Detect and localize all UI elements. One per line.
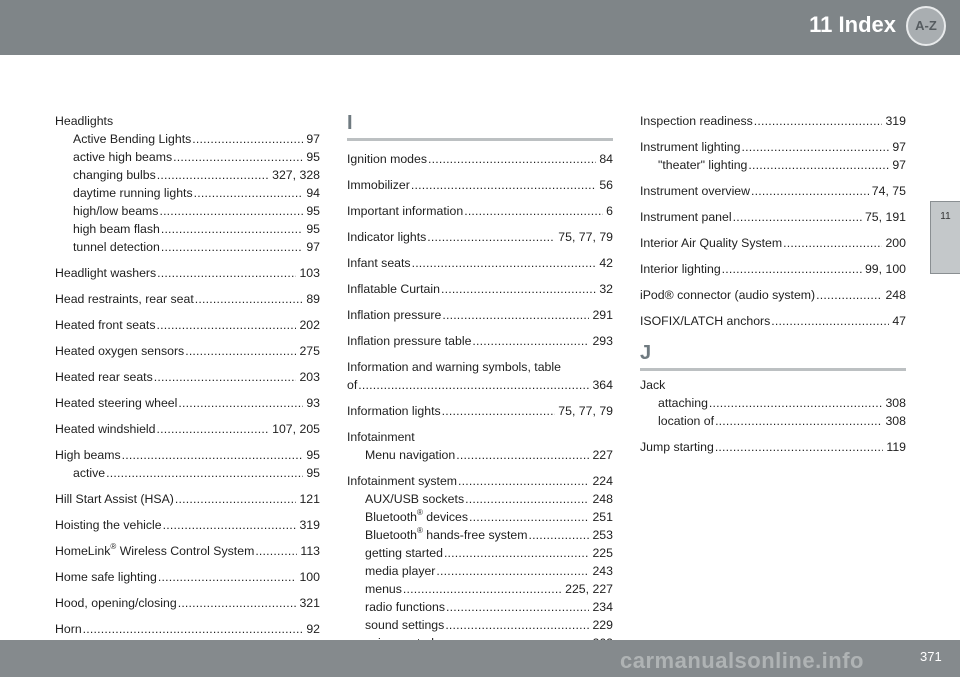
index-entry: Instrument overview ..... 74, 75 (640, 182, 906, 200)
index-entry: Interior lighting ..... 99, 100 (640, 260, 906, 278)
index-column-i-cont (640, 112, 906, 330)
section-letter: I (347, 112, 353, 134)
index-entry: ISOFIX/LATCH anchors ..... 47 (640, 312, 906, 330)
index-subentry: media player ..... 243 (347, 562, 613, 580)
index-subentry: Menu navigation ..... 227 (347, 446, 613, 464)
index-heading: Headlights (55, 114, 114, 128)
index-az-icon: A-Z (906, 6, 946, 46)
index-entry: Head restraints, rear seat ..... 89 (55, 290, 320, 308)
index-entry: Infant seats ..... 42 (347, 254, 613, 272)
index-entry: Infotainment system ..... 224 (347, 472, 613, 490)
index-entry: Information lights ..... 75, 77, 79 (347, 402, 613, 420)
index-column-j (640, 376, 906, 456)
page-title: 11 Index (809, 12, 896, 37)
index-entry: Indicator lights ..... 75, 77, 79 (347, 228, 613, 246)
page-number: 371 (920, 649, 942, 664)
section-divider (640, 368, 906, 371)
index-heading: Infotainment (347, 430, 415, 444)
index-subentry: menus ..... 225, 227 (347, 580, 613, 598)
index-entry: Important information ..... 6 (347, 202, 613, 220)
index-entry: Heated oxygen sensors ..... 275 (55, 342, 320, 360)
section-letter: J (640, 342, 652, 364)
index-entry: iPod® connector (audio system) ..... 248 (640, 286, 906, 304)
section-divider (347, 138, 613, 141)
index-column-h (55, 112, 320, 638)
index-entry: Home safe lighting ..... 100 (55, 568, 320, 586)
page-header (0, 0, 960, 55)
index-subentry: active ..... 95 (55, 464, 320, 482)
chapter-tab[interactable] (930, 201, 960, 274)
index-entry: Horn ..... 92 (55, 620, 320, 638)
index-entry: Ignition modes ..... 84 (347, 150, 613, 168)
index-subentry: radio functions ..... 234 (347, 598, 613, 616)
index-entry: Headlight washers ..... 103 (55, 264, 320, 282)
section-header-i (347, 112, 613, 141)
index-entry: Interior Air Quality System ..... 200 (640, 234, 906, 252)
index-subentry: high/low beams ..... 95 (55, 202, 320, 220)
index-entry: Inflatable Curtain ..... 32 (347, 280, 613, 298)
index-entry: Inflation pressure table ..... 293 (347, 332, 613, 350)
index-subentry: high beam flash ..... 95 (55, 220, 320, 238)
watermark: carmanualsonline.info (620, 648, 864, 673)
index-entry: Hood, opening/closing ..... 321 (55, 594, 320, 612)
index-subentry: attaching ..... 308 (640, 394, 906, 412)
index-subentry: AUX/USB sockets ..... 248 (347, 490, 613, 508)
index-entry: Heated steering wheel ..... 93 (55, 394, 320, 412)
index-entry: Hoisting the vehicle ..... 319 (55, 516, 320, 534)
index-subentry: Bluetooth® devices ..... 251 (347, 508, 613, 526)
index-entry: HomeLink® Wireless Control System ..... 113 (55, 542, 320, 560)
index-entry: Jump starting ..... 119 (640, 438, 906, 456)
index-subentry: Active Bending Lights ..... 97 (55, 130, 320, 148)
index-entry: Inspection readiness ..... 319 (640, 112, 906, 130)
index-entry: Inflation pressure ..... 291 (347, 306, 613, 324)
index-entry: Hill Start Assist (HSA) ..... 121 (55, 490, 320, 508)
index-entry: Heated front seats ..... 202 (55, 316, 320, 334)
index-entry: Instrument panel ..... 75, 191 (640, 208, 906, 226)
index-entry: Heated rear seats ..... 203 (55, 368, 320, 386)
index-subentry: location of ..... 308 (640, 412, 906, 430)
index-subentry: changing bulbs ..... 327, 328 (55, 166, 320, 184)
index-entry: Heated windshield ..... 107, 205 (55, 420, 320, 438)
index-subentry: active high beams ..... 95 (55, 148, 320, 166)
chapter-tab-label: 11 (940, 211, 951, 222)
index-heading: Jack (640, 378, 666, 392)
index-subentry: Bluetooth® hands-free system ..... 253 (347, 526, 613, 544)
index-entry: Instrument lighting ..... 97 (640, 138, 906, 156)
index-subentry: tunnel detection ..... 97 (55, 238, 320, 256)
index-entry: Immobilizer ..... 56 (347, 176, 613, 194)
index-subentry: "theater" lighting ..... 97 (640, 156, 906, 174)
index-subentry: getting started ..... 225 (347, 544, 613, 562)
index-subentry: daytime running lights ..... 94 (55, 184, 320, 202)
index-subentry: sound settings ..... 229 (347, 616, 613, 634)
section-header-j (640, 342, 906, 371)
index-column-i (347, 150, 613, 652)
index-entry: Information and warning symbols, table of ..... 364 (347, 358, 613, 394)
index-entry: High beams ..... 95 (55, 446, 320, 464)
